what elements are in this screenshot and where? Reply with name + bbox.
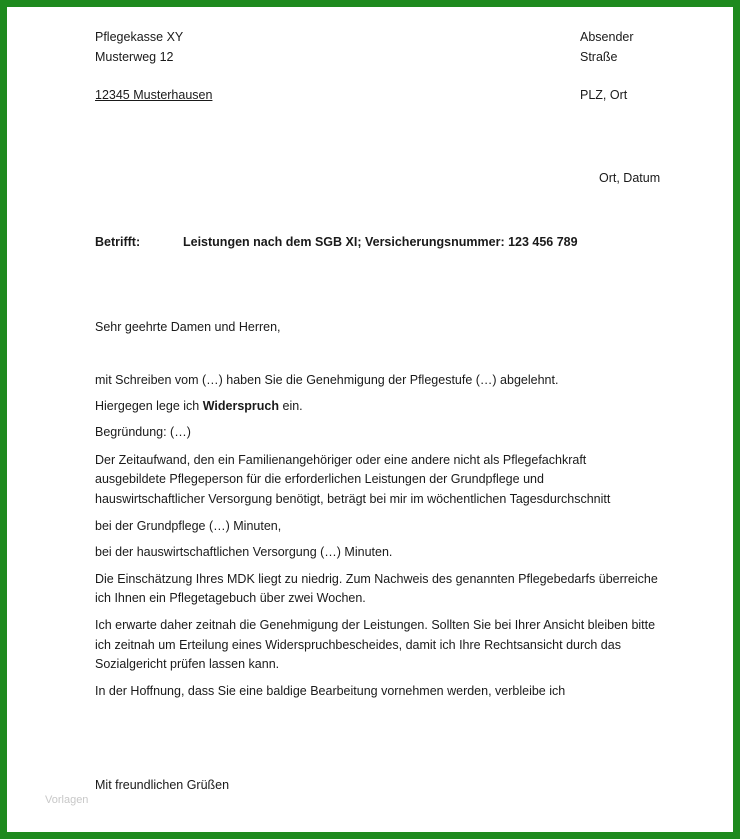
- paragraph-4-line-3: hauswirtschaftlicher Versorgung benötigt, beträgt bei mir im wöchentlichen Tagesdurchschnitt: [95, 492, 611, 506]
- salutation: Sehr geehrte Damen und Herren,: [95, 320, 281, 334]
- sender-label: Absender: [580, 30, 634, 44]
- paragraph-6: bei der hauswirtschaftlichen Versorgung (…) Minuten.: [95, 545, 393, 559]
- subject-label: Betrifft:: [95, 235, 141, 249]
- paragraph-5: bei der Grundpflege (…) Minuten,: [95, 519, 282, 533]
- closing: Mit freundlichen Grüßen: [95, 778, 230, 792]
- recipient-city: 12345 Musterhausen: [95, 88, 213, 102]
- watermark: Vorlagen: [45, 794, 89, 806]
- subject-text: Leistungen nach dem SGB XI; Versicherungsnummer: 123 456 789: [183, 235, 578, 249]
- paragraph-4-line-1: Der Zeitaufwand, den ein Familienangehöriger oder eine andere nicht als Pflegefachkraft: [95, 453, 587, 467]
- place-date: Ort, Datum: [599, 171, 661, 185]
- paragraph-2: Hiergegen lege ich Widerspruch ein.: [95, 399, 303, 413]
- paragraph-7-line-2: ich Ihnen ein Pflegetagebuch über zwei Wochen.: [95, 591, 366, 605]
- paragraph-3: Begründung: (…): [95, 425, 191, 439]
- recipient-street: Musterweg 12: [95, 50, 174, 64]
- paragraph-1: mit Schreiben vom (…) haben Sie die Genehmigung der Pflegestufe (…) abgelehnt.: [95, 373, 559, 387]
- sender-street: Straße: [580, 50, 618, 64]
- paragraph-7-line-1: Die Einschätzung Ihres MDK liegt zu niedrig. Zum Nachweis des genannten Pflegebedarfs überreiche: [95, 572, 658, 586]
- paragraph-9: In der Hoffnung, dass Sie eine baldige Bearbeitung vornehmen werden, verbleibe ich: [95, 684, 566, 698]
- paragraph-4-line-2: ausgebildete Pflegeperson für die erforderlichen Leistungen der Grundpflege und: [95, 472, 544, 486]
- paragraph-8-line-1: Ich erwarte daher zeitnah die Genehmigung der Leistungen. Sollten Sie bei Ihrer Ansicht bleiben bitte: [95, 618, 656, 632]
- recipient-name: Pflegekasse XY: [95, 30, 184, 44]
- paragraph-8-line-3: Sozialgericht prüfen lassen kann.: [95, 657, 280, 671]
- sender-city: PLZ, Ort: [580, 88, 628, 102]
- paragraph-8-line-2: ich zeitnah um Erteilung eines Widerspruchbescheides, damit ich Ihre Rechtsansicht durch das: [95, 638, 621, 652]
